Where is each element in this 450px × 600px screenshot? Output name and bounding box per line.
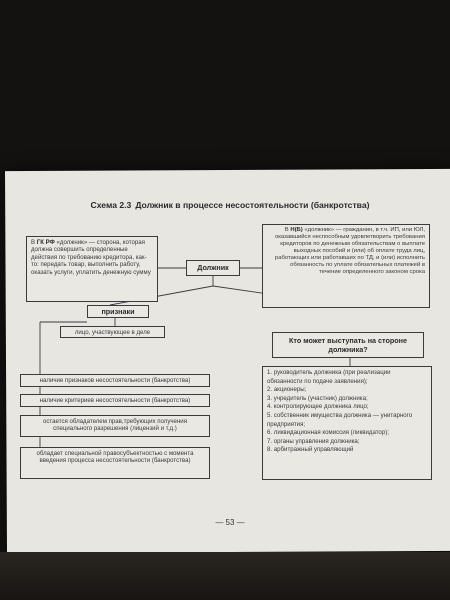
def-law-right: Н(Б) [290,227,303,233]
representatives-header: Кто может выступать на стороне должника? [272,332,424,358]
def-text: «должник» — сторона, которая должна совершить определенные действия по требованию кредитора, как-то: передать товар, выполнить работу, оказать услуги, уплатить денежную сумму [31,239,151,276]
representative-item: 7. органы управления должника; [267,437,360,445]
sign-item: остается обладателем прав,требующих получения специального разрешения (лицензий и т.д.) [20,415,210,437]
representative-item: 6. ликвидационная комиссия (ликвидатор); [267,429,389,437]
sign-item: наличие признаков несостоятельности (банкротства) [20,374,210,387]
representative-item: 1. руководитель должника (при реализации обязанности по подаче заявления); [267,369,391,385]
signs-header: признаки [87,305,149,318]
representative-item: 5. собственник имущества должника — унитарного предприятия; [267,411,413,428]
representative-item: 4. контролирующее должника лицо; [267,403,369,411]
representative-item: 2. акционеры; [267,386,307,394]
nb-definition [262,224,430,308]
gk-rf-definition [26,236,158,302]
sign-item: лицо, участвующее в деле [60,326,165,338]
representative-item: 3. учредитель (участник) должника; [267,394,368,402]
sign-item: обладает специальной правосубъектностью с момента введения процесса несостоятельности (банкротства) [20,447,210,479]
debtor-node: Должник [186,260,240,276]
sign-item: наличие критериев несостоятельности (банкротства) [20,394,210,407]
representative-item: 8. арбитражный управляющий [267,446,354,454]
def-prefix: В [31,239,36,246]
page-number: — 53 — [215,518,245,527]
schema-title-text: Должник в процессе несостоятельности (банкротства) [135,200,370,210]
schema-number: Схема 2.3 [90,200,132,210]
def-prefix-right: В [284,227,289,233]
def-text-right: «должник» — гражданин, в т.ч. ИП, или ЮЛ, оказавшийся неспособным удовлетворить требования кредиторов по денежным обязательствам о выплате выходных пособий и (или) об оплате труда лиц, работающих или работавших по ТД, и (или) исполнить обязанность по уплате обязательных платежей в течение определенного законом срока [274,227,425,275]
def-law: ГК РФ [36,239,55,246]
schema-title [60,200,400,210]
representatives-list [262,366,432,480]
